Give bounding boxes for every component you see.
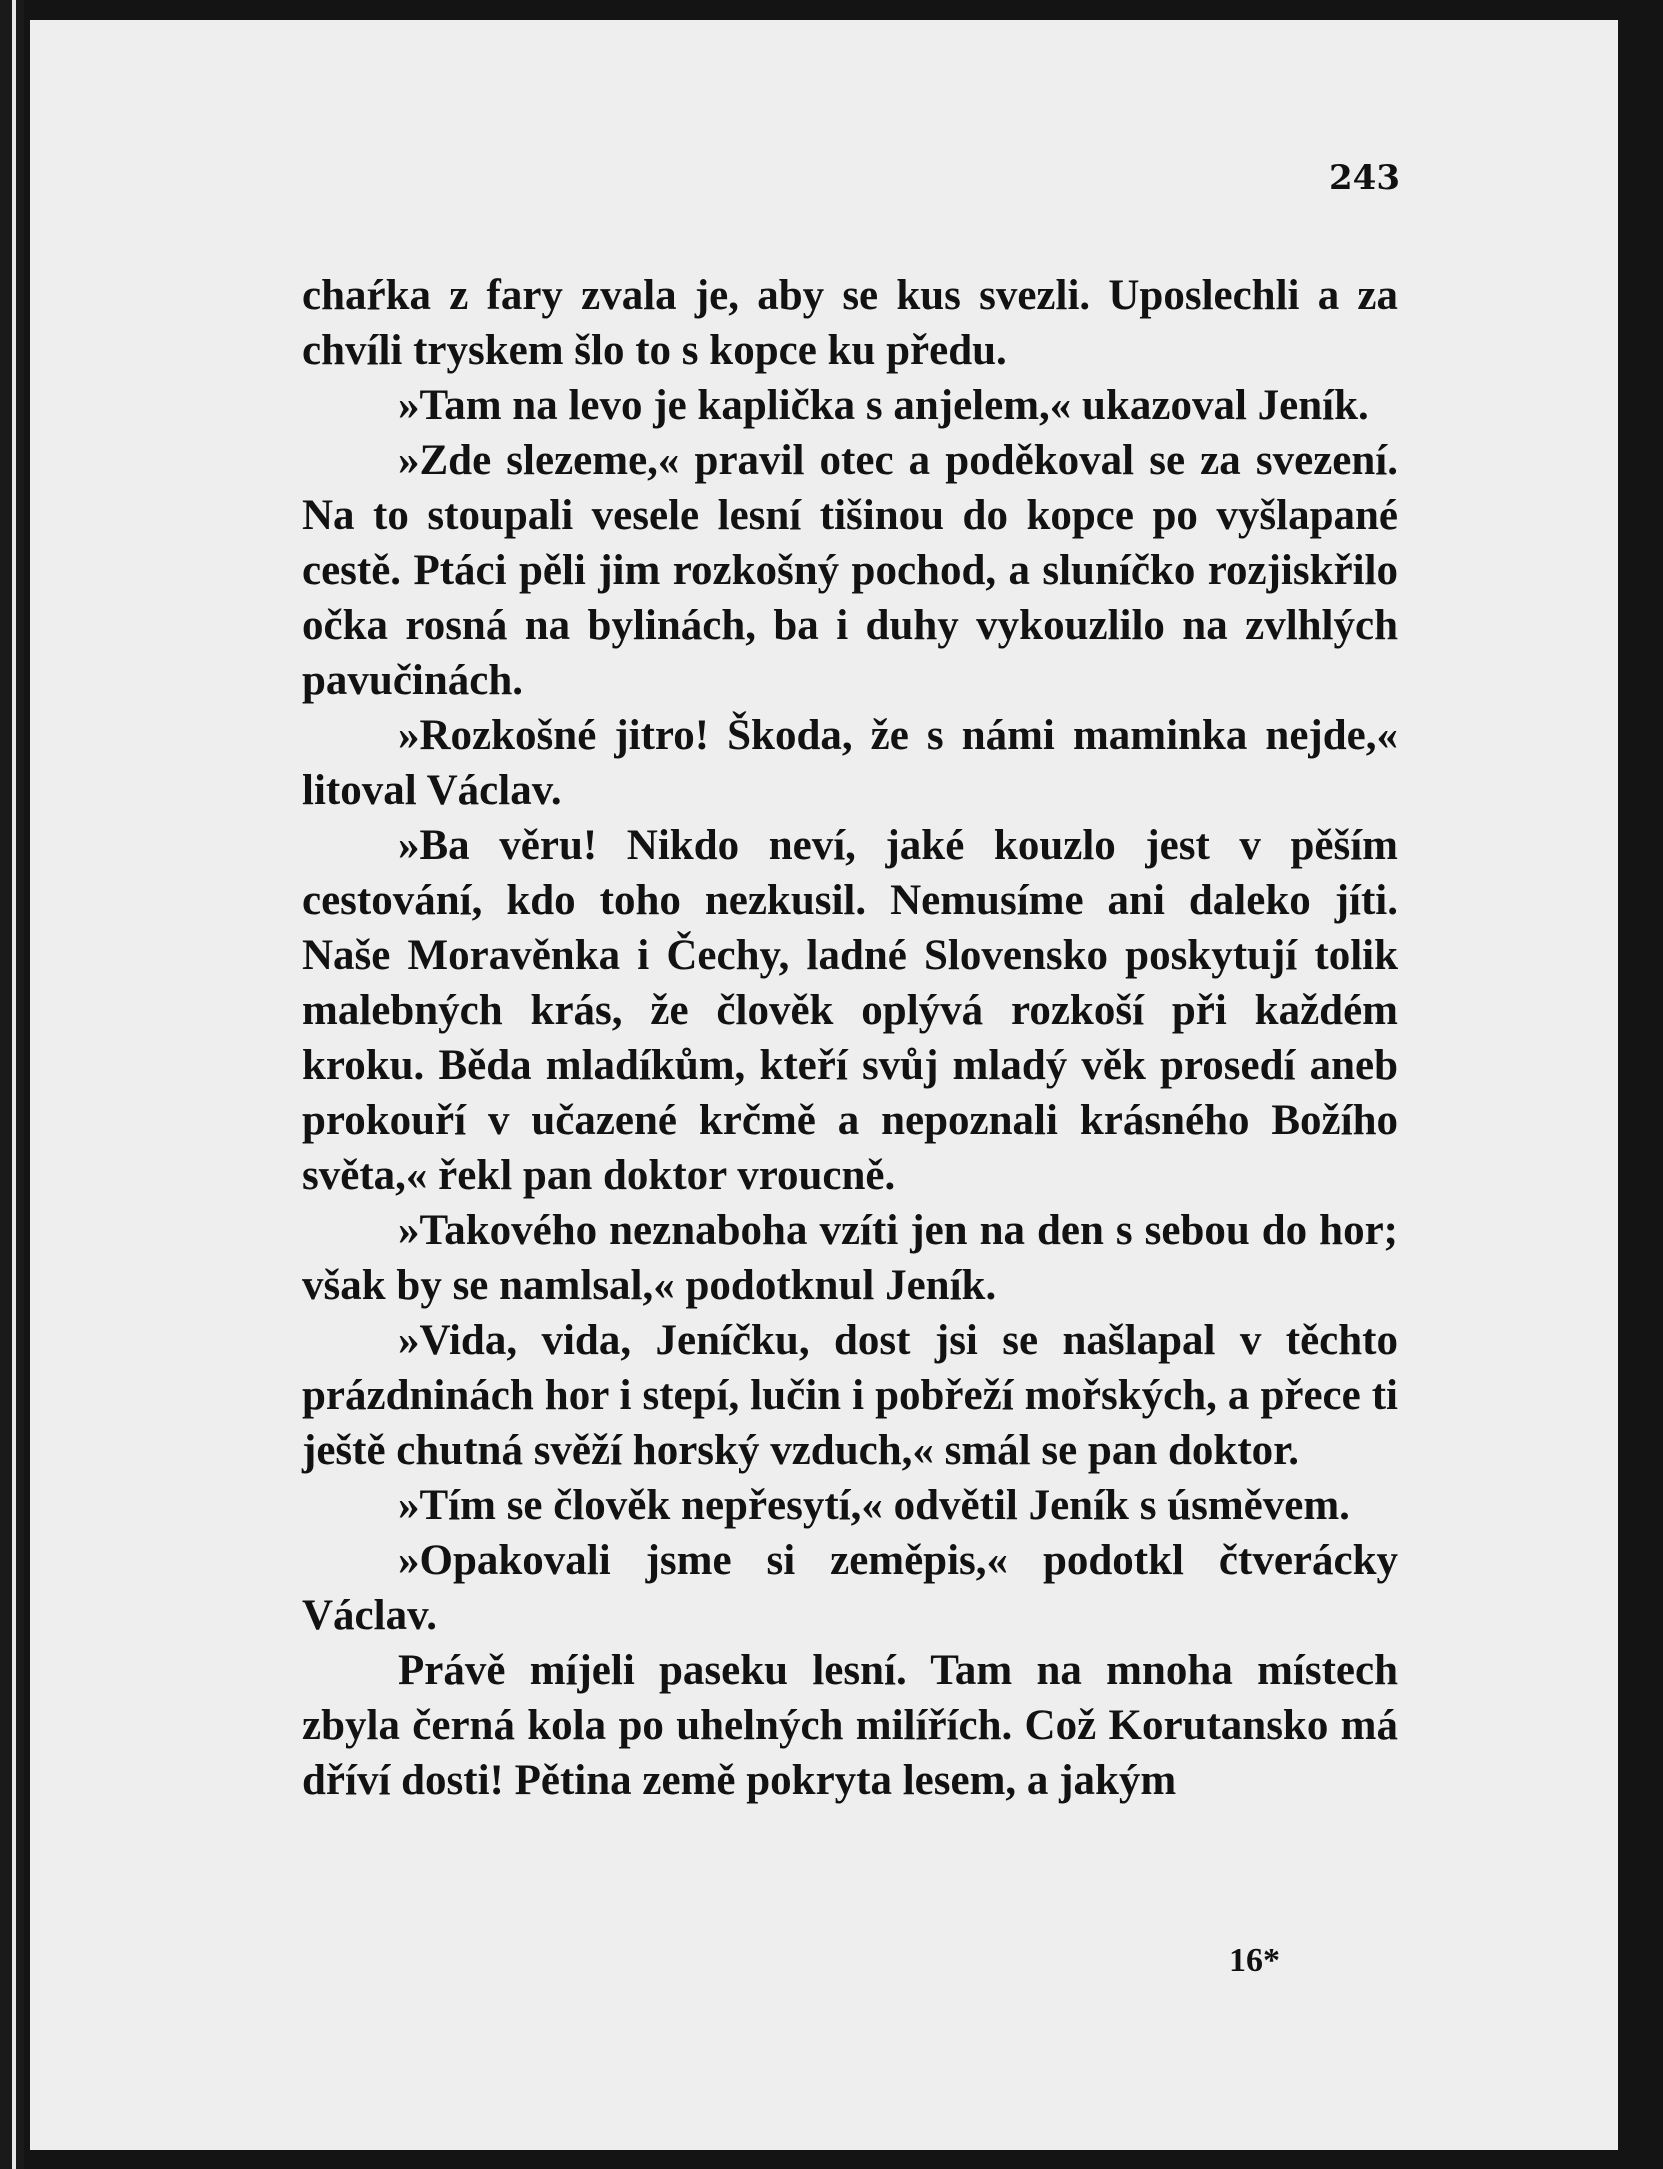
paragraph: Právě míjeli paseku lesní. Tam na mnoha místech zbyla černá kola po uhelných milířích. Což Korutansko má dříví dosti! Pětina země pokryta lesem, a jakým	[302, 1647, 1398, 1804]
paragraph: »Opakovali jsme si zeměpis,« podotkl čtverácky Václav.	[302, 1537, 1398, 1639]
paragraph: »Tam na levo je kaplička s anjelem,« ukazoval Jeník.	[398, 382, 1369, 429]
paragraph: »Takového neznaboha vzíti jen na den s sebou do hor; však by se namlsal,« podotknul Jeník.	[302, 1207, 1398, 1309]
body-text	[302, 268, 1398, 1808]
page-number: 243	[1329, 158, 1400, 198]
book-page	[30, 20, 1618, 2150]
binding-edge-line	[12, 0, 16, 2169]
paragraph: »Vida, vida, Jeníčku, dost jsi se našlapal v těchto prázdninách hor i stepí, lučin i pobřeží mořských, a přece ti ještě chutná svěží horský vzduch,« smál se pan doktor.	[302, 1317, 1398, 1474]
signature-mark: 16*	[1229, 1942, 1280, 1979]
paragraph: »Rozkošné jitro! Škoda, že s námi maminka nejde,« litoval Václav.	[302, 712, 1398, 814]
binding-edge	[0, 0, 24, 2169]
paragraph: »Tím se člověk nepřesytí,« odvětil Jeník s úsměvem.	[398, 1482, 1350, 1529]
paragraph: »Zde slezeme,« pravil otec a poděkoval se za svezení. Na to stoupali vesele lesní tišinou do kopce po vyšlapané cestě. Ptáci pěli jim rozkošný pochod, a sluníčko rozjiskřilo očka rosná na bylinách, ba i duhy vykouzlilo na zvlhlých pavučinách.	[302, 437, 1398, 704]
paragraph: chaŕka z fary zvala je, aby se kus svezli. Uposlechli a za chvíli tryskem šlo to s kopce ku předu.	[302, 272, 1398, 374]
paragraph: »Ba věru! Nikdo neví, jaké kouzlo jest v pěším cestování, kdo toho nezkusil. Nemusíme ani daleko jíti. Naše Moravěnka i Čechy, ladné Slovensko poskytují tolik malebných krás, že člověk oplývá rozkoší při každém kroku. Běda mladíkům, kteří svůj mladý věk prosedí aneb prokouří v učazené krčmě a nepoznali krásného Božího světa,« řekl pan doktor vroucně.	[302, 822, 1398, 1199]
